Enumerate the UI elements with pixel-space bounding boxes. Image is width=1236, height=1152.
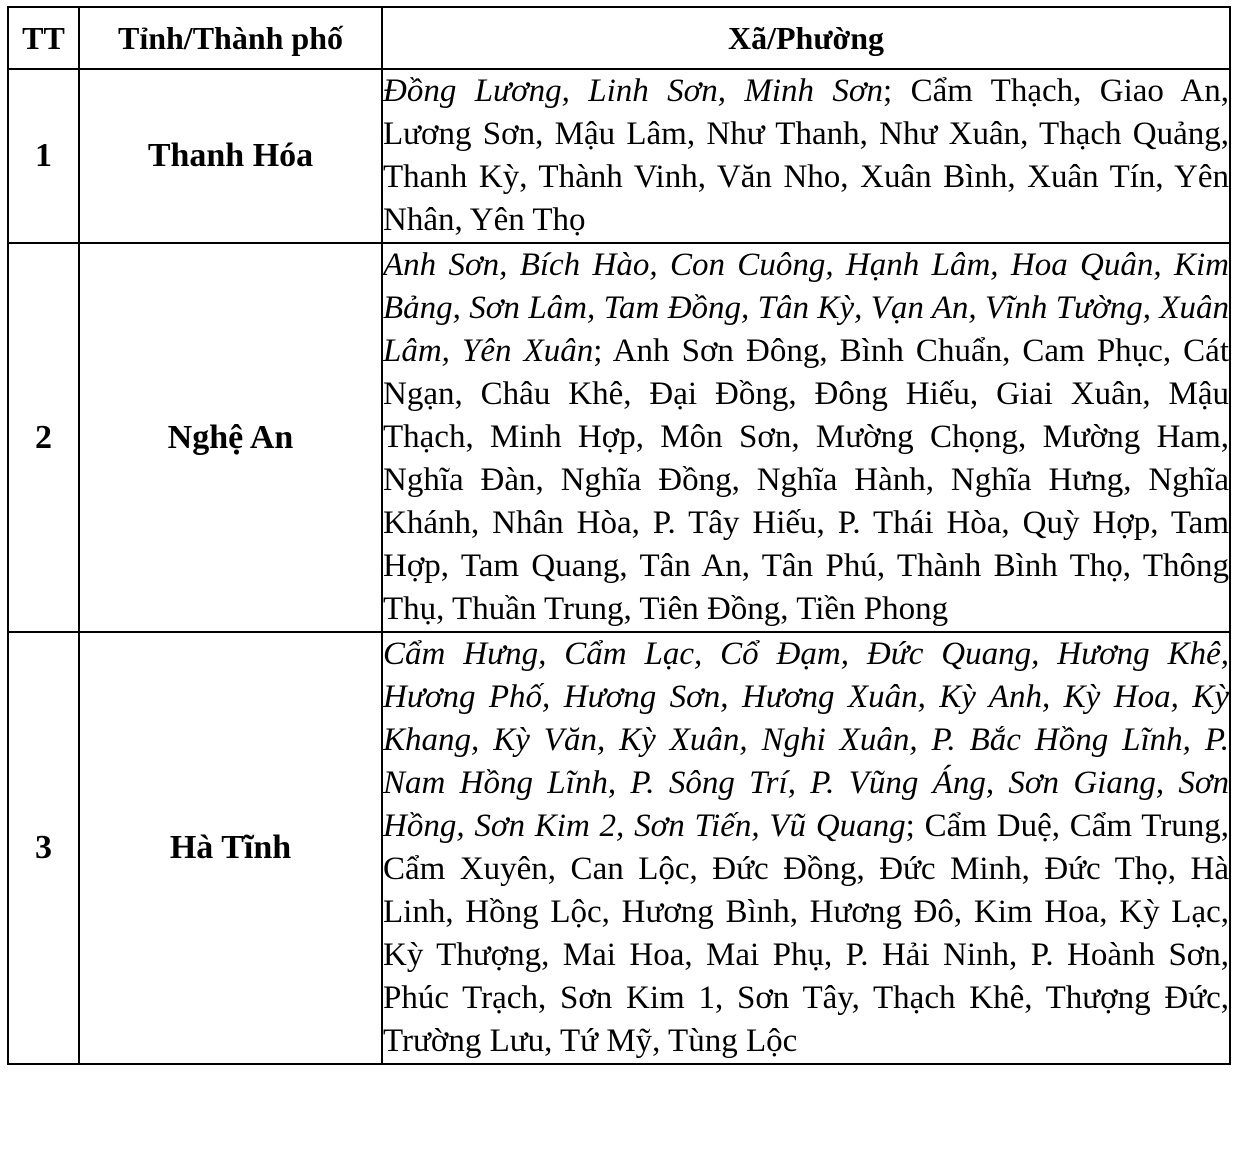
ward-list-regular: Anh Sơn Đông, Bình Chuẩn, Cam Phục, Cát Ngạn, Châu Khê, Đại Đồng, Đông Hiếu, Giai Xuân, Mậu Thạch, Minh Hợp, Môn Sơn, Mường Chọng, Mường Ham, Nghĩa Đàn, Nghĩa Đồng, Nghĩa Hành, Nghĩa Hưng, Nghĩa Khánh, Nhân Hòa, P. Tây Hiếu, P. Thái Hòa, Quỳ Hợp, Tam Hợp, Tam Quang, Tân An, Tân Phú, Thành Bình Thọ, Thông Thụ, Thuần Trung, Tiên Đồng, Tiền Phong bbox=[383, 333, 1229, 627]
ward-text bbox=[383, 633, 1229, 1063]
header-province: Tỉnh/Thành phố bbox=[79, 7, 382, 69]
ward-list-regular: Cẩm Thạch, Giao An, Lương Sơn, Mậu Lâm, Như Thanh, Như Xuân, Thạch Quảng, Thanh Kỳ, Thành Vinh, Văn Nho, Xuân Bình, Xuân Tín, Yên Nhân, Yên Thọ bbox=[383, 73, 1230, 238]
ward-list-table bbox=[7, 6, 1231, 1065]
header-tt: TT bbox=[8, 7, 79, 69]
ward-text bbox=[383, 70, 1229, 242]
ward-list-italic: Đồng Lương, Linh Sơn, Minh Sơn bbox=[383, 73, 884, 109]
ward-list-separator: ; bbox=[905, 808, 925, 844]
ward-list-italic: Anh Sơn, Bích Hào, Con Cuông, Hạnh Lâm, Hoa Quân, Kim Bảng, Sơn Lâm, Tam Đồng, Tân Kỳ, Vạn An, Vĩnh Tường, Xuân Lâm, Yên Xuân bbox=[383, 247, 1229, 369]
ward-list-italic: Cẩm Hưng, Cẩm Lạc, Cổ Đạm, Đức Quang, Hương Khê, Hương Phố, Hương Sơn, Hương Xuân, Kỳ Anh, Kỳ Hoa, Kỳ Khang, Kỳ Văn, Kỳ Xuân, Nghi Xuân, P. Bắc Hồng Lĩnh, P. Nam Hồng Lĩnh, P. Sông Trí, P. Vũng Áng, Sơn Giang, Sơn Hồng, Sơn Kim 2, Sơn Tiến, Vũ Quang bbox=[383, 636, 1229, 844]
table-row bbox=[8, 69, 1230, 243]
ward-list bbox=[382, 243, 1230, 632]
table-header-row bbox=[8, 7, 1230, 69]
province-name: Thanh Hóa bbox=[79, 69, 382, 243]
ward-list-separator: ; bbox=[883, 73, 911, 109]
row-number: 1 bbox=[8, 69, 79, 243]
table-row bbox=[8, 243, 1230, 632]
ward-list bbox=[382, 632, 1230, 1064]
ward-list-regular: Cẩm Duệ, Cẩm Trung, Cẩm Xuyên, Can Lộc, Đức Đồng, Đức Minh, Đức Thọ, Hà Linh, Hồng Lộc, Hương Bình, Hương Đô, Kim Hoa, Kỳ Lạc, Kỳ Thượng, Mai Hoa, Mai Phụ, P. Hải Ninh, P. Hoành Sơn, Phúc Trạch, Sơn Kim 1, Sơn Tây, Thạch Khê, Thượng Đức, Trường Lưu, Tứ Mỹ, Tùng Lộc bbox=[383, 808, 1230, 1059]
ward-list-separator: ; bbox=[593, 333, 613, 369]
header-wards: Xã/Phường bbox=[382, 7, 1230, 69]
ward-list bbox=[382, 69, 1230, 243]
province-name: Hà Tĩnh bbox=[79, 632, 382, 1064]
province-name: Nghệ An bbox=[79, 243, 382, 632]
row-number: 2 bbox=[8, 243, 79, 632]
row-number: 3 bbox=[8, 632, 79, 1064]
table-row bbox=[8, 632, 1230, 1064]
ward-text bbox=[383, 244, 1229, 631]
